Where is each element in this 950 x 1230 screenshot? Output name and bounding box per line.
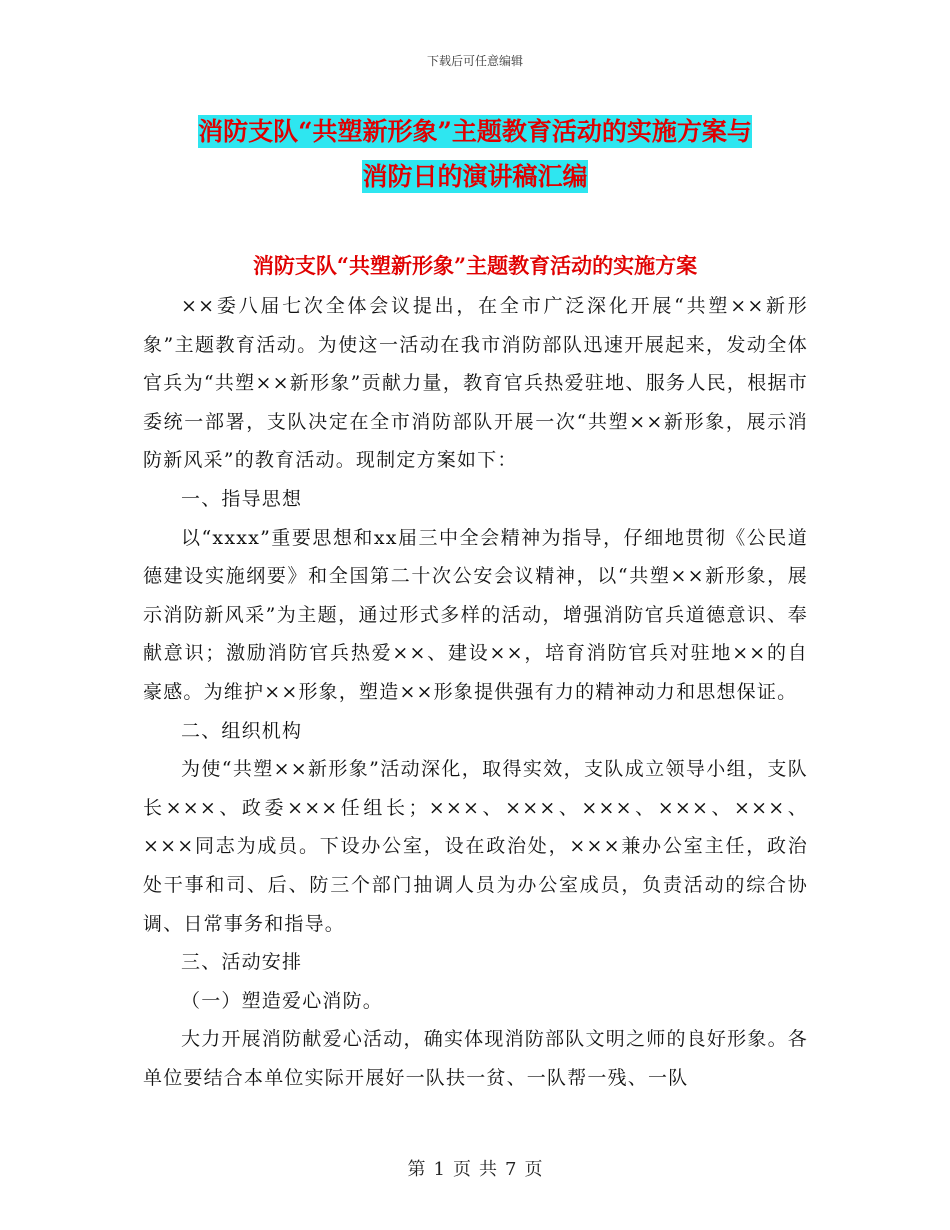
footer-page-unit: 页	[453, 1159, 471, 1180]
heading-activity-arrangement: 三、活动安排	[181, 951, 303, 974]
header-note: 下载后可任意编辑	[426, 54, 523, 68]
document-title-line-2	[0, 157, 950, 193]
subheading-caring-fire: （一）塑造爱心消防。	[181, 989, 384, 1012]
heading-guiding-ideology: 一、指导思想	[181, 487, 303, 510]
paragraph-caring-fire: 大力开展消防献爱心活动，确实体现消防部队文明之师的良好形象。各单位要结合本单位实际开展好一队扶一贫、一队帮一残、一队	[143, 1028, 808, 1089]
page-footer	[0, 1155, 950, 1181]
document-title-line-1	[0, 112, 950, 148]
paragraph-guiding-ideology: 以“xxxx”重要思想和xx届三中全会精神为指导，仔细地贯彻《公民道德建设实施纲要》和全国第二十次公安会议精神，以“共塑××新形象，展示消防新风采”为主题，通过形式多样的活动，增强消防官兵道德意识、奉献意识；激励消防官兵热爱××、建设××，培育消防官兵对驻地××的自豪感。为维护××形象，塑造××形象提供强有力的精神动力和思想保证。	[143, 526, 808, 703]
heading-organization: 二、组织机构	[181, 719, 303, 742]
footer-total-label: 共	[479, 1159, 497, 1180]
title-highlight-1: 消防支队“共塑新形象”主题教育活动的实施方案与	[198, 117, 752, 146]
footer-page-number: 1	[433, 1159, 445, 1180]
title-highlight-2: 消防日的演讲稿汇编	[362, 162, 588, 191]
footer-page-label: 第	[407, 1159, 426, 1180]
footer-total-unit: 页	[524, 1159, 543, 1180]
section-title: 消防支队“共塑新形象”主题教育活动的实施方案	[252, 253, 698, 278]
footer-total-number: 7	[505, 1159, 517, 1180]
paragraph-intro: ××委八届七次全体会议提出，在全市广泛深化开展“共塑××新形象”主题教育活动。为使这一活动在我市消防部队迅速开展起来，发动全体官兵为“共塑××新形象”贡献力量，教育官兵热爱驻地、服务人民，根据市委统一部署，支队决定在全市消防部队开展一次“共塑××新形象，展示消防新风采”的教育活动。现制定方案如下：	[143, 295, 808, 472]
paragraph-organization: 为使“共塑××新形象”活动深化，取得实效，支队成立领导小组，支队长×××、政委×××任组长；×××、×××、×××、×××、×××、×××同志为成员。下设办公室，设在政治处，×××兼办公室主任，政治处干事和司、后、防三个部门抽调人员为办公室成员，负责活动的综合协调、日常事务和指导。	[143, 758, 808, 935]
document-body	[143, 287, 808, 1097]
